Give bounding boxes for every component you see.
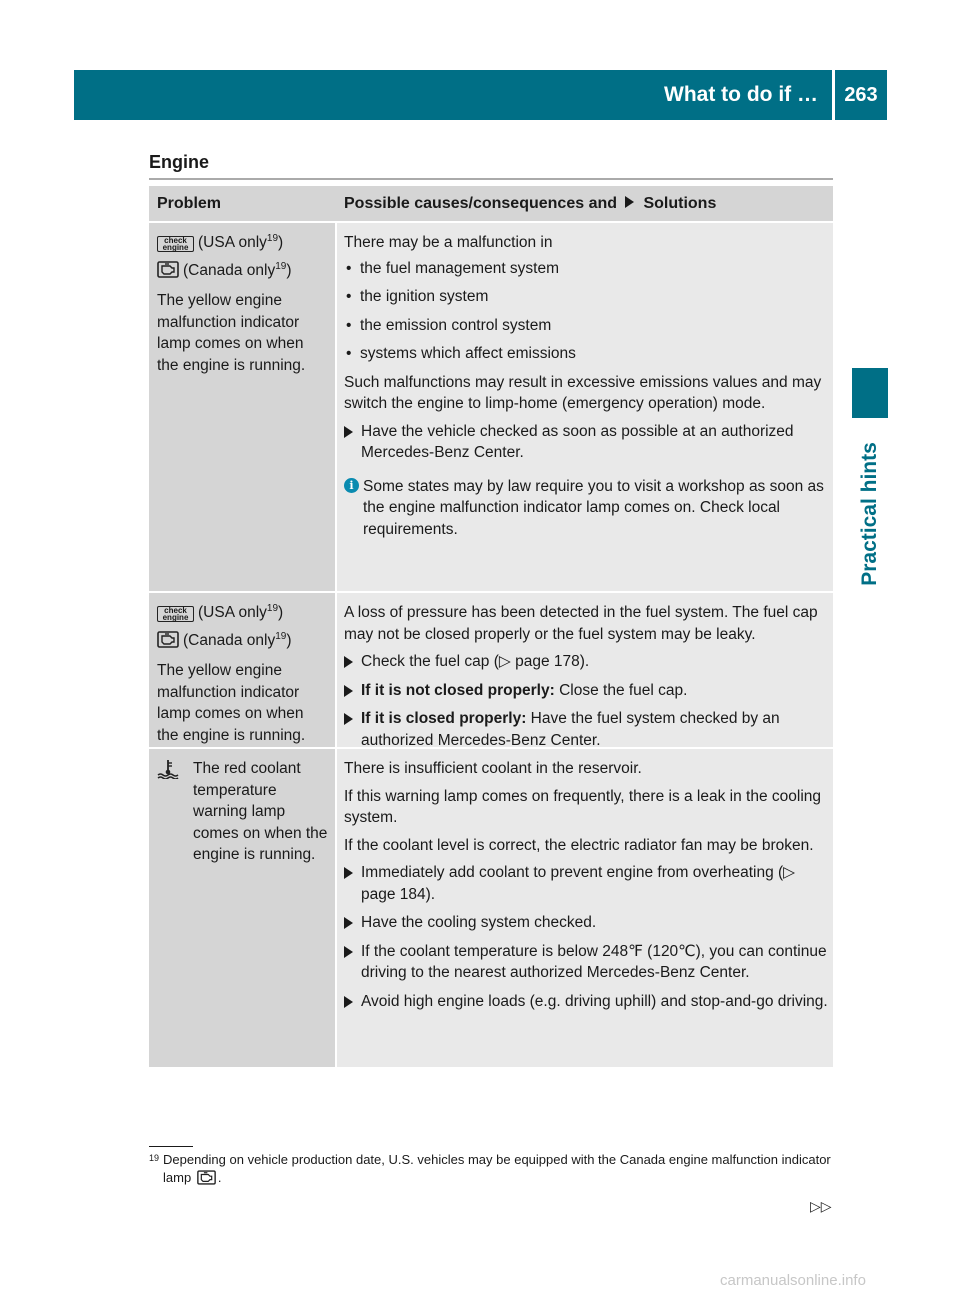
arrow-icon xyxy=(344,996,353,1008)
cause-text: A loss of pressure has been detected in the fuel system. The fuel cap may not be closed properly or the fuel system may be leaky. xyxy=(344,604,818,643)
page-number: 263 xyxy=(835,70,887,120)
solution-step: Have the vehicle checked as soon as possible at an authorized Mercedes-Benz Center. xyxy=(344,421,829,464)
cause-item: • the ignition system xyxy=(344,286,829,308)
header-solutions-prefix: Possible causes/consequences and xyxy=(344,194,618,212)
table-row xyxy=(149,223,833,591)
arrow-icon xyxy=(344,656,353,668)
solution-step: If it is closed properly: Have the fuel system checked by an authorized Mercedes-Benz Center. xyxy=(344,708,829,751)
arrow-icon xyxy=(625,195,639,209)
section-title: Engine xyxy=(149,152,210,172)
side-tab-marker xyxy=(852,368,888,418)
solution-step: Check the fuel cap (▷ page 178). xyxy=(344,651,829,673)
check-engine-icon: check engine xyxy=(157,606,194,622)
problem-text: The red coolant temperature warning lamp comes on when the engine is running. xyxy=(193,760,328,863)
continue-marker: ▷▷ xyxy=(810,1198,832,1214)
solution-step: Immediately add coolant to prevent engine from overheating (▷ page 184). xyxy=(344,862,829,905)
usa-line: check engine (USA only$^{19}$) xyxy=(157,602,329,624)
problem-cell xyxy=(149,223,335,591)
problem-text: The yellow engine malfunction indicator lamp comes on when the engine is running. xyxy=(157,662,306,744)
problem-cell xyxy=(149,749,335,1067)
cause-item: • the emission control system xyxy=(344,315,829,337)
cause-text: If the coolant level is correct, the electric radiator fan may be broken. xyxy=(344,836,814,854)
consequence-text: Such malfunctions may result in excessive emissions values and may switch the engine to limp-home (emergency operation) mode. xyxy=(344,373,822,412)
side-tab xyxy=(852,424,888,604)
solution-step: Have the cooling system checked. xyxy=(344,912,829,934)
cause-item: • systems which affect emissions xyxy=(344,343,829,365)
solution-cell xyxy=(337,593,833,747)
solution-cell xyxy=(337,223,833,591)
problem-cell xyxy=(149,593,335,747)
arrow-icon xyxy=(344,426,353,438)
canada-line: (Canada only$^{19}$) xyxy=(157,260,329,285)
watermark: carmanualsonline.info xyxy=(720,1272,866,1289)
header-title: What to do if … xyxy=(664,83,818,106)
section-rule xyxy=(149,178,833,180)
table-header xyxy=(149,186,833,221)
footnote-rule xyxy=(149,1146,193,1147)
header-problem: Problem xyxy=(157,194,222,212)
table-row xyxy=(149,749,833,1067)
engine-icon xyxy=(157,261,179,285)
table-row xyxy=(149,593,833,747)
footnote-text: Depending on vehicle production date, U.S. vehicles may be equipped with the Canada engine malfunction indicator lamp xyxy=(163,1152,831,1185)
footnote-number: 19 xyxy=(149,1153,160,1163)
canada-line: (Canada only$^{19}$) xyxy=(157,630,329,655)
header-solutions xyxy=(335,195,716,213)
arrow-icon xyxy=(344,713,353,725)
cause-text: There is insufficient coolant in the reservoir. xyxy=(344,760,642,777)
arrow-icon xyxy=(344,917,353,929)
header-bar xyxy=(74,70,832,120)
arrow-icon xyxy=(344,946,353,958)
header-solutions-suffix: Solutions xyxy=(643,194,717,212)
solution-step: If the coolant temperature is below 248℉ (120℃), you can continue driving to the nearest authorized Mercedes-Benz Center. xyxy=(344,941,829,984)
side-tab-label: Practical hints xyxy=(858,442,881,586)
arrow-icon xyxy=(344,867,353,879)
info-icon: i xyxy=(344,478,359,493)
usa-line: check engine (USA only$^{19}$) xyxy=(157,232,329,254)
solution-step: If it is not closed properly: Close the fuel cap. xyxy=(344,680,829,702)
info-note: i Some states may by law require you to visit a workshop as soon as the engine malfunction indicator lamp comes on. Check local requirements. xyxy=(344,476,829,541)
cause-intro: There may be a malfunction in xyxy=(344,234,553,251)
problem-text: The yellow engine malfunction indicator lamp comes on when the engine is running. xyxy=(157,292,306,374)
arrow-icon xyxy=(344,685,353,697)
coolant-temperature-icon xyxy=(157,759,179,779)
cause-text: If this warning lamp comes on frequently, there is a leak in the cooling system. xyxy=(344,787,822,826)
cause-item: • the fuel management system xyxy=(344,258,829,280)
footnote: 19 Depending on vehicle production date, U.S. vehicles may be equipped with the Canada engine malfunction indicator lamp . xyxy=(149,1151,839,1190)
solution-step: Avoid high engine loads (e.g. driving uphill) and stop-and-go driving. xyxy=(344,991,829,1013)
engine-table xyxy=(149,186,833,1069)
engine-icon xyxy=(197,1170,216,1190)
solution-cell xyxy=(337,749,833,1067)
engine-icon xyxy=(157,631,179,655)
check-engine-icon: check engine xyxy=(157,236,194,252)
